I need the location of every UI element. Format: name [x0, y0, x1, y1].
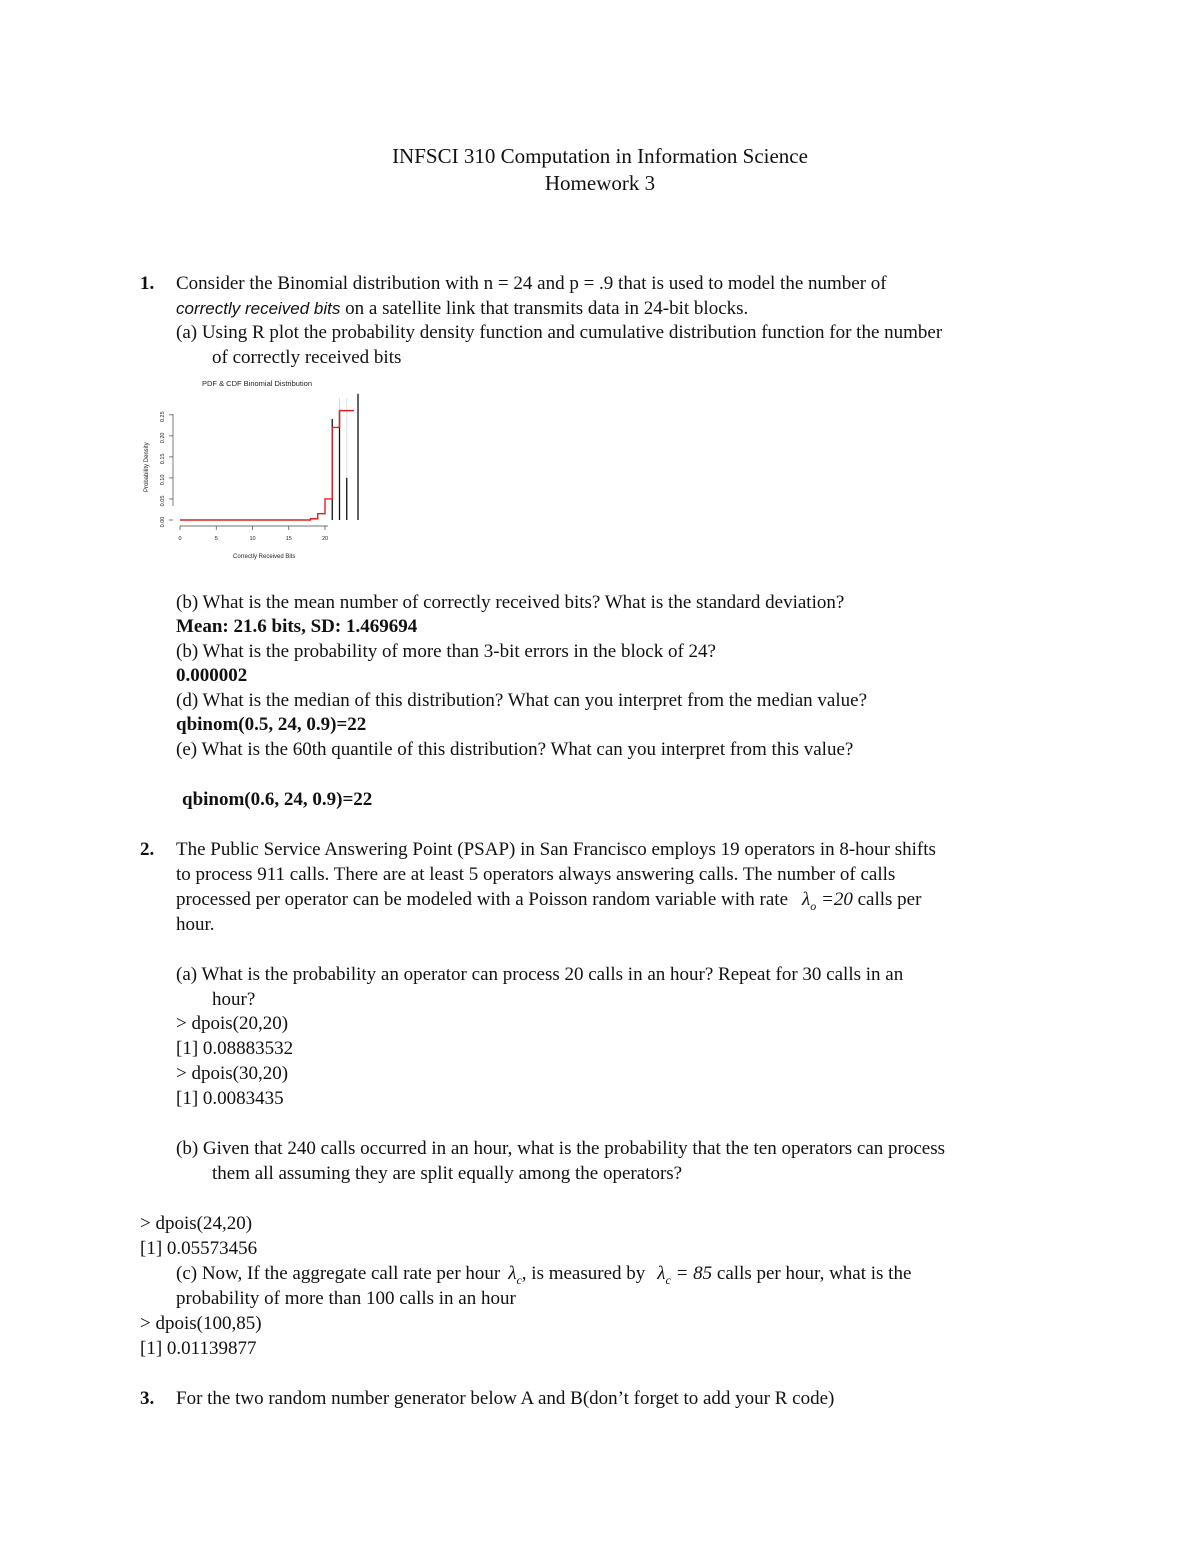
q1c-answer: 0.000002	[176, 665, 248, 686]
q1-line1: Consider the Binomial distribution with n = 24 and p = .9 that is used to model the number of	[176, 273, 887, 294]
q2-line4: hour.	[176, 914, 215, 935]
q2c-code2: [1] 0.01139877	[140, 1338, 257, 1359]
x-tick-label: 5	[214, 536, 218, 542]
q3-line1: For the two random number generator below A and B(don’t forget to add your R code)	[176, 1388, 835, 1409]
q2-line3	[176, 888, 921, 918]
q2a-code3: > dpois(30,20)	[176, 1063, 289, 1084]
y-tick-label: 0.00	[160, 516, 166, 528]
q2-line3-post: calls per	[852, 889, 922, 910]
rate-value: =20	[816, 889, 853, 910]
q1a-line1: (a) Using R plot the probability density function and cumulative distribution function for the number	[176, 322, 943, 343]
q1e-question: (e) What is the 60th quantile of this distribution? What can you interpret from this value?	[176, 739, 854, 760]
course-title: INFSCI 310 Computation in Information Science	[392, 144, 808, 168]
q3-number: 3.	[140, 1388, 155, 1409]
q1a-line2: of correctly received bits	[212, 347, 402, 368]
q2c-code1: > dpois(100,85)	[140, 1313, 262, 1334]
y-tick-label: 0.05	[160, 495, 166, 507]
q2b-code2: [1] 0.05573456	[140, 1238, 258, 1259]
y-tick-label: 0.25	[160, 411, 166, 423]
lambda-c-value	[657, 1263, 713, 1287]
chart-ylabel: Probability Density	[144, 442, 150, 492]
call-rate-value: = 85	[670, 1263, 713, 1284]
q1-line2	[176, 297, 748, 321]
chart-xlabel: Correctly Received Bits	[233, 554, 296, 560]
lambda-glyph-c: λ	[508, 1263, 517, 1284]
q2c-mid: , is measured by	[521, 1263, 646, 1284]
q1c-question: (b) What is the probability of more than 3-bit errors in the block of 24?	[176, 641, 716, 662]
chart-background	[140, 372, 372, 562]
q2b-code1: > dpois(24,20)	[140, 1213, 253, 1234]
q1d-question: (d) What is the median of this distribution? What can you interpret from the median value?	[176, 690, 868, 711]
q1b-answer: Mean: 21.6 bits, SD: 1.469694	[176, 616, 418, 637]
q2c-line2: probability of more than 100 calls in an hour	[176, 1288, 516, 1309]
q1b-question: (b) What is the mean number of correctly received bits? What is the standard deviation?	[176, 592, 845, 613]
x-tick-label: 10	[249, 536, 256, 542]
q2-line2: to process 911 calls. There are at least 5 operators always answering calls. The number of calls	[176, 864, 896, 885]
q2c-post: calls per hour, what is the	[712, 1263, 912, 1284]
q1e-answer: qbinom(0.6, 24, 0.9)=22	[182, 789, 373, 810]
y-tick-label: 0.10	[160, 474, 166, 486]
lambda-c-symbol	[508, 1263, 522, 1287]
q2a-code1: > dpois(20,20)	[176, 1013, 289, 1034]
q2-line3-pre: processed per operator can be modeled with a Poisson random variable with rate	[176, 889, 789, 910]
lambda-o-symbol	[802, 889, 853, 913]
lambda-sub-c2: c	[665, 1272, 671, 1287]
q2c-pre: (c) Now, If the aggregate call rate per hour	[176, 1263, 501, 1284]
lambda-sub-o: o	[810, 898, 817, 913]
x-tick-label: 15	[285, 536, 292, 542]
q1-number: 1.	[140, 273, 155, 294]
q2b-line2: them all assuming they are split equally among the operators?	[212, 1163, 683, 1184]
q2a-code4: [1] 0.0083435	[176, 1088, 284, 1109]
q2-number: 2.	[140, 839, 155, 860]
binomial-chart	[140, 372, 372, 562]
y-tick-label: 0.20	[160, 432, 166, 444]
q2a-line1: (a) What is the probability an operator can process 20 calls in an hour? Repeat for 30 calls in an	[176, 964, 904, 985]
q1-line2-rest: on a satellite link that transmits data in 24-bit blocks.	[340, 298, 749, 319]
q1d-answer: qbinom(0.5, 24, 0.9)=22	[176, 714, 367, 735]
x-tick-label: 20	[321, 536, 329, 542]
lambda-sub-c: c	[516, 1272, 522, 1287]
q2-line1: The Public Service Answering Point (PSAP) in San Francisco employs 19 operators in 8-hour shifts	[176, 839, 936, 860]
y-tick-label: 0.15	[160, 453, 166, 465]
assignment-title: Homework 3	[544, 171, 656, 195]
chart-title: PDF & CDF Binomial Distribution	[202, 379, 313, 388]
q1-emphasis: correctly received bits	[176, 299, 341, 318]
lambda-glyph-c2: λ	[657, 1263, 666, 1284]
x-tick-label: 0	[178, 536, 182, 542]
q2a-code2: [1] 0.08883532	[176, 1038, 294, 1059]
q2b-line1: (b) Given that 240 calls occurred in an hour, what is the probability that the ten operators can process	[176, 1138, 946, 1159]
q2a-line2: hour?	[212, 989, 256, 1010]
lambda-glyph: λ	[802, 889, 811, 910]
